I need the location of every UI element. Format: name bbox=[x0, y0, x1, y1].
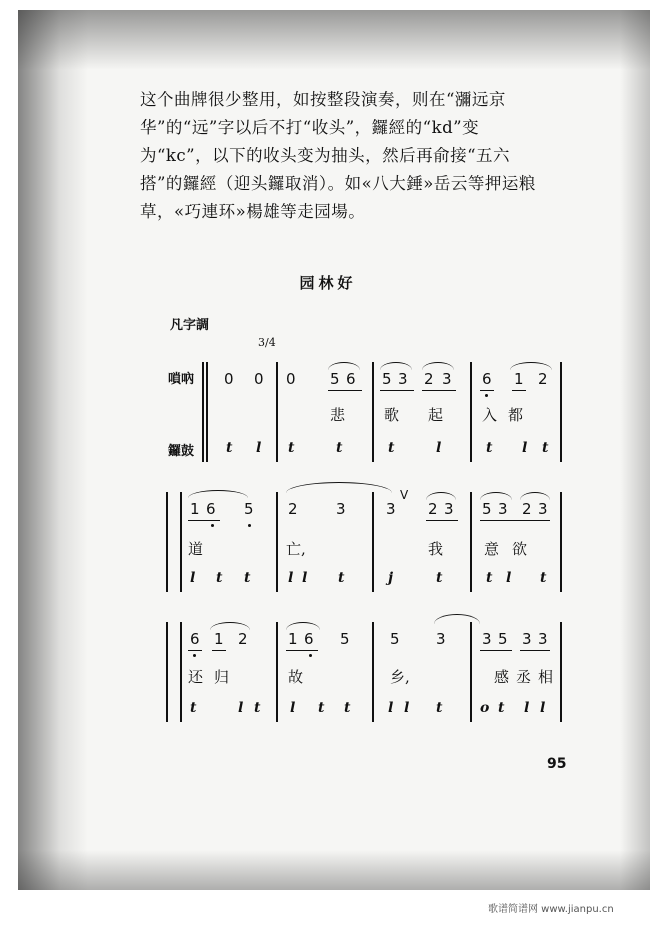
note: 6 bbox=[304, 630, 314, 648]
gong-mark: l bbox=[388, 700, 394, 716]
underline bbox=[512, 390, 526, 391]
note: 6 bbox=[346, 370, 356, 388]
lyric: 我 bbox=[428, 540, 444, 558]
note: 3 bbox=[538, 630, 548, 648]
octave-dot bbox=[193, 654, 196, 657]
key-signature: 凡字調 bbox=[170, 318, 210, 333]
lyric: 道 bbox=[188, 540, 204, 558]
barline bbox=[470, 622, 472, 722]
paragraph-line: 这个曲牌很少整用，如按整段演奏，则在“瀰远京 bbox=[140, 90, 506, 109]
barline bbox=[560, 622, 562, 722]
barline bbox=[372, 492, 374, 592]
note: 1 bbox=[190, 500, 200, 518]
note: 3 bbox=[442, 370, 452, 388]
system-brace bbox=[166, 492, 168, 592]
time-signature: 3/4 bbox=[258, 336, 276, 349]
page-number: 95 bbox=[547, 756, 567, 772]
barline bbox=[276, 492, 278, 592]
gong-mark: j bbox=[388, 570, 394, 586]
underline bbox=[480, 520, 550, 521]
note: 3 bbox=[436, 630, 446, 648]
lyric: 歌 bbox=[384, 406, 400, 424]
lyric: 乡, bbox=[390, 668, 410, 686]
gong-mark: l bbox=[436, 440, 442, 456]
gong-mark: l bbox=[290, 700, 296, 716]
gong-mark: t bbox=[338, 570, 345, 586]
gong-mark: t bbox=[388, 440, 395, 456]
lyric: 欲 bbox=[512, 540, 528, 558]
gong-mark: l bbox=[190, 570, 196, 586]
octave-dot bbox=[211, 524, 214, 527]
octave-dot bbox=[485, 394, 488, 397]
note: 5 bbox=[340, 630, 350, 648]
paragraph-line: 草，«巧連环»楊雄等走园場。 bbox=[140, 202, 366, 221]
system-brace bbox=[166, 622, 168, 722]
barline bbox=[276, 362, 278, 462]
underline bbox=[480, 390, 494, 391]
barline bbox=[180, 622, 182, 722]
row-label-luogu: 鑼鼓 bbox=[168, 444, 195, 459]
octave-dot bbox=[248, 524, 251, 527]
barline bbox=[276, 622, 278, 722]
note: 3 bbox=[538, 500, 548, 518]
gong-mark: l bbox=[302, 570, 308, 586]
gong-mark: t bbox=[486, 570, 493, 586]
underline bbox=[188, 520, 220, 521]
gong-mark: l bbox=[522, 440, 528, 456]
scan-shadow-bottom bbox=[18, 850, 650, 890]
watermark: 歌谱简谱网 www.jianpu.cn bbox=[488, 904, 614, 915]
row-label-suona: 嗩吶 bbox=[168, 372, 195, 387]
note: 5 bbox=[244, 500, 254, 518]
underline bbox=[380, 390, 414, 391]
gong-mark: t bbox=[288, 440, 295, 456]
underline bbox=[212, 650, 226, 651]
note: 3 bbox=[498, 500, 508, 518]
gong-mark: t bbox=[540, 570, 547, 586]
lyric: 故 bbox=[288, 668, 304, 686]
paragraph-line: 华”的“远”字以后不打“收头”，鑼經的“kd”变 bbox=[140, 118, 480, 137]
gong-mark: l bbox=[256, 440, 262, 456]
note: 2 bbox=[424, 370, 434, 388]
note: 1 bbox=[214, 630, 224, 648]
gong-mark: o bbox=[480, 700, 490, 716]
paragraph-line: 为“kc”，以下的收头变为抽头，然后再俞接“五六 bbox=[140, 146, 511, 165]
lyric: 都 bbox=[508, 406, 524, 424]
gong-mark: t bbox=[498, 700, 505, 716]
note: 3 bbox=[522, 630, 532, 648]
underline bbox=[520, 650, 550, 651]
gong-mark: t bbox=[436, 700, 443, 716]
gong-mark: l bbox=[540, 700, 546, 716]
lyric: 相 bbox=[538, 668, 554, 686]
lyric: 丞 bbox=[516, 668, 532, 686]
underline bbox=[480, 650, 512, 651]
note: 6 bbox=[482, 370, 492, 388]
barline bbox=[560, 362, 562, 462]
note: 1 bbox=[288, 630, 298, 648]
gong-mark: t bbox=[344, 700, 351, 716]
note: 5 bbox=[390, 630, 400, 648]
underline bbox=[286, 650, 318, 651]
gong-mark: l bbox=[288, 570, 294, 586]
barline bbox=[560, 492, 562, 592]
lyric: 亡, bbox=[286, 540, 306, 558]
gong-mark: t bbox=[318, 700, 325, 716]
gong-mark: t bbox=[436, 570, 443, 586]
lyric: 意 bbox=[484, 540, 500, 558]
barline bbox=[180, 492, 182, 592]
lyric: 入 bbox=[482, 406, 498, 424]
gong-mark: l bbox=[238, 700, 244, 716]
note: 2 bbox=[238, 630, 248, 648]
note: 3 bbox=[482, 630, 492, 648]
note: 3 bbox=[386, 500, 396, 518]
barline bbox=[372, 622, 374, 722]
gong-mark: t bbox=[254, 700, 261, 716]
underline bbox=[426, 520, 458, 521]
note: 2 bbox=[538, 370, 548, 388]
breath-mark: V bbox=[400, 488, 409, 502]
note: 0 bbox=[224, 370, 234, 388]
gong-mark: t bbox=[190, 700, 197, 716]
gong-mark: t bbox=[226, 440, 233, 456]
note: 5 bbox=[382, 370, 392, 388]
lyric: 感 bbox=[494, 668, 510, 686]
scan-shadow-right bbox=[620, 10, 650, 890]
scan-shadow-left bbox=[18, 10, 88, 890]
note: 5 bbox=[330, 370, 340, 388]
gong-mark: t bbox=[336, 440, 343, 456]
note: 2 bbox=[288, 500, 298, 518]
underline bbox=[422, 390, 456, 391]
octave-dot bbox=[309, 654, 312, 657]
gong-mark: l bbox=[404, 700, 410, 716]
barline bbox=[470, 362, 472, 462]
lyric: 起 bbox=[428, 406, 444, 424]
note: 6 bbox=[206, 500, 216, 518]
barline-start bbox=[202, 362, 204, 462]
note: 1 bbox=[514, 370, 524, 388]
note: 2 bbox=[522, 500, 532, 518]
gong-mark: t bbox=[486, 440, 493, 456]
barline bbox=[470, 492, 472, 592]
gong-mark: t bbox=[244, 570, 251, 586]
gong-mark: t bbox=[542, 440, 549, 456]
piece-title: 园林好 bbox=[299, 274, 357, 292]
paragraph-line: 搭”的鑼經（迎头鑼取消）。如«八大錘»岳云等押运粮 bbox=[140, 174, 536, 193]
lyric: 悲 bbox=[330, 406, 346, 424]
note: 2 bbox=[428, 500, 438, 518]
barline bbox=[372, 362, 374, 462]
gong-mark: l bbox=[524, 700, 530, 716]
note: 0 bbox=[254, 370, 264, 388]
lyric: 归 bbox=[214, 668, 230, 686]
underline bbox=[328, 390, 362, 391]
intro-paragraph bbox=[140, 86, 592, 226]
underline bbox=[188, 650, 202, 651]
note: 0 bbox=[286, 370, 296, 388]
note: 3 bbox=[444, 500, 454, 518]
note: 3 bbox=[336, 500, 346, 518]
gong-mark: t bbox=[216, 570, 223, 586]
note: 5 bbox=[482, 500, 492, 518]
note: 6 bbox=[190, 630, 200, 648]
scan-shadow-top bbox=[18, 10, 650, 70]
note: 3 bbox=[398, 370, 408, 388]
lyric: 还 bbox=[188, 668, 204, 686]
note: 5 bbox=[498, 630, 508, 648]
barline-start bbox=[206, 362, 208, 462]
gong-mark: l bbox=[506, 570, 512, 586]
